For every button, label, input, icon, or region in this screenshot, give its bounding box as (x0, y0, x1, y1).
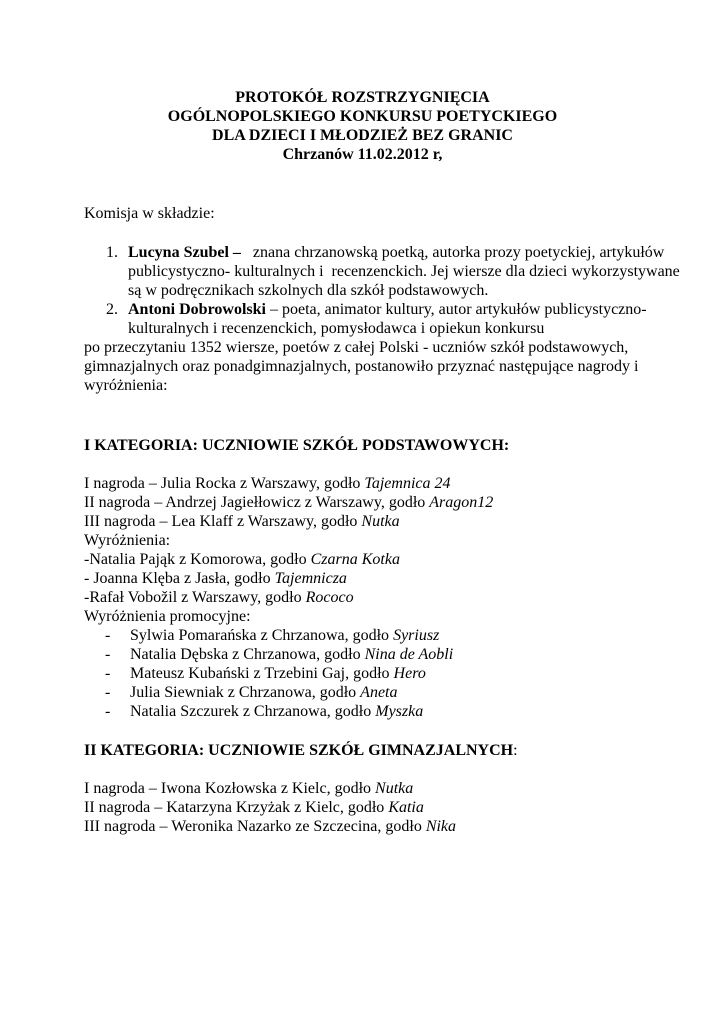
committee-label: Komisja w składzie: (84, 205, 215, 222)
promo-text: Julia Siewniak z Chrzanowa, godło (130, 684, 361, 701)
dash-bullet: - (105, 665, 111, 682)
distinction-line (84, 588, 684, 607)
member-name: Antoni Dobrowolski (128, 301, 266, 318)
title-date-line: Chrzanów 11.02.2012 r, (282, 146, 443, 163)
prize-line (84, 817, 684, 836)
promo-text: Natalia Szczurek z Chrzanowa, godło (130, 703, 376, 720)
distinction-line (84, 550, 684, 569)
intro-paragraph: po przeczytaniu 1352 wiersze, poetów z całej Polski - uczniów szkół podstawowych, gimnazjalnych oraz ponadgimnazjalnych, postanowiło przyznać następujące nagrody i wyróżnienia: (84, 339, 639, 394)
prize-text: II nagroda – Katarzyna Krzyżak z Kielc, godło (84, 799, 389, 816)
promo-item (84, 683, 684, 702)
title-line: OGÓLNOPOLSKIEGO KONKURSU POETYCKIEGO (167, 108, 558, 125)
committee-members-list (84, 243, 684, 338)
document-body (84, 204, 684, 836)
promo-distinctions-label: Wyróżnienia promocyjne: (84, 608, 251, 625)
prize-text: I nagroda – Iwona Kozłowska z Kielc, godło (84, 780, 376, 797)
promo-motto: Hero (393, 665, 426, 682)
committee-member (84, 243, 684, 300)
title-line: PROTOKÓŁ ROZSTRZYGNIĘCIA (235, 89, 490, 106)
dash-bullet: - (105, 627, 111, 644)
prize-motto: Katia (388, 799, 424, 816)
prize-line (84, 512, 684, 531)
committee-member (84, 300, 684, 338)
distinction-text: -Rafał Vobožil z Warszawy, godło (84, 589, 306, 606)
prize-line (84, 798, 684, 817)
distinction-motto: Czarna Kotka (310, 551, 400, 568)
promo-motto: Syriusz (393, 627, 440, 644)
promo-text: Sylwia Pomarańska z Chrzanowa, godło (130, 627, 394, 644)
member-number: 1. (106, 244, 118, 261)
distinction-motto: Tajemnicza (274, 570, 347, 587)
distinction-text: - Joanna Klęba z Jasła, godło (84, 570, 275, 587)
distinction-motto: Rococo (305, 589, 354, 606)
prize-motto: Tajemnica 24 (364, 475, 451, 492)
distinction-line (84, 569, 684, 588)
title-line: DLA DZIECI I MŁODZIEŻ BEZ GRANIC (212, 127, 513, 144)
prize-text: III nagroda – Lea Klaff z Warszawy, godło (84, 513, 362, 530)
dash-bullet: - (105, 646, 111, 663)
category-2-heading-text: II KATEGORIA: UCZNIOWIE SZKÓŁ GIMNAZJALNYCH (84, 742, 514, 759)
prize-motto: Nutka (361, 513, 400, 530)
category-2-heading (84, 741, 684, 760)
member-number: 2. (106, 301, 118, 318)
category-1-heading: I KATEGORIA: UCZNIOWIE SZKÓŁ PODSTAWOWYCH: (84, 437, 510, 454)
member-description: – poeta, animator kultury, autor artykułów publicystyczno- kulturalnych i recenzenckich, pomysłodawca i opiekun konkursu (128, 301, 647, 337)
prize-motto: Aragon12 (429, 494, 494, 511)
category-1-prizes (84, 474, 684, 721)
member-description: znana chrzanowską poetką, autorka prozy poetyckiej, artykułów publicystyczno- kulturalnych i recenzenckich. Jej wiersze dla dzieci wykorzystywane są w podręcznikach szkolnych dla szkół podstawowych. (128, 244, 684, 299)
promo-motto: Myszka (375, 703, 424, 720)
prize-line (84, 779, 684, 798)
prize-line (84, 493, 684, 512)
promo-text: Mateusz Kubański z Trzebini Gaj, godło (130, 665, 394, 682)
promo-motto: Nina de Aobli (364, 646, 454, 663)
distinctions-label: Wyróżnienia: (84, 532, 171, 549)
member-name: Lucyna Szubel – (128, 244, 241, 261)
promo-item (84, 664, 684, 683)
prize-text: I nagroda – Julia Rocka z Warszawy, godło (84, 475, 365, 492)
promo-text: Natalia Dębska z Chrzanowa, godło (130, 646, 365, 663)
promo-item (84, 702, 684, 721)
document-title (0, 88, 725, 164)
promo-item (84, 626, 684, 645)
dash-bullet: - (105, 703, 111, 720)
promo-distinctions-list (84, 626, 684, 721)
dash-bullet: - (105, 684, 111, 701)
promo-item (84, 645, 684, 664)
prize-line (84, 474, 684, 493)
prize-text: III nagroda – Weronika Nazarko ze Szczecina, godło (84, 818, 426, 835)
category-2-prizes (84, 779, 684, 836)
distinction-text: -Natalia Pająk z Komorowa, godło (84, 551, 311, 568)
category-2-heading-colon: : (513, 742, 518, 759)
promo-motto: Aneta (360, 684, 398, 701)
prize-text: II nagroda – Andrzej Jagiełłowicz z Warszawy, godło (84, 494, 430, 511)
prize-motto: Nutka (375, 780, 414, 797)
prize-motto: Nika (425, 818, 457, 835)
